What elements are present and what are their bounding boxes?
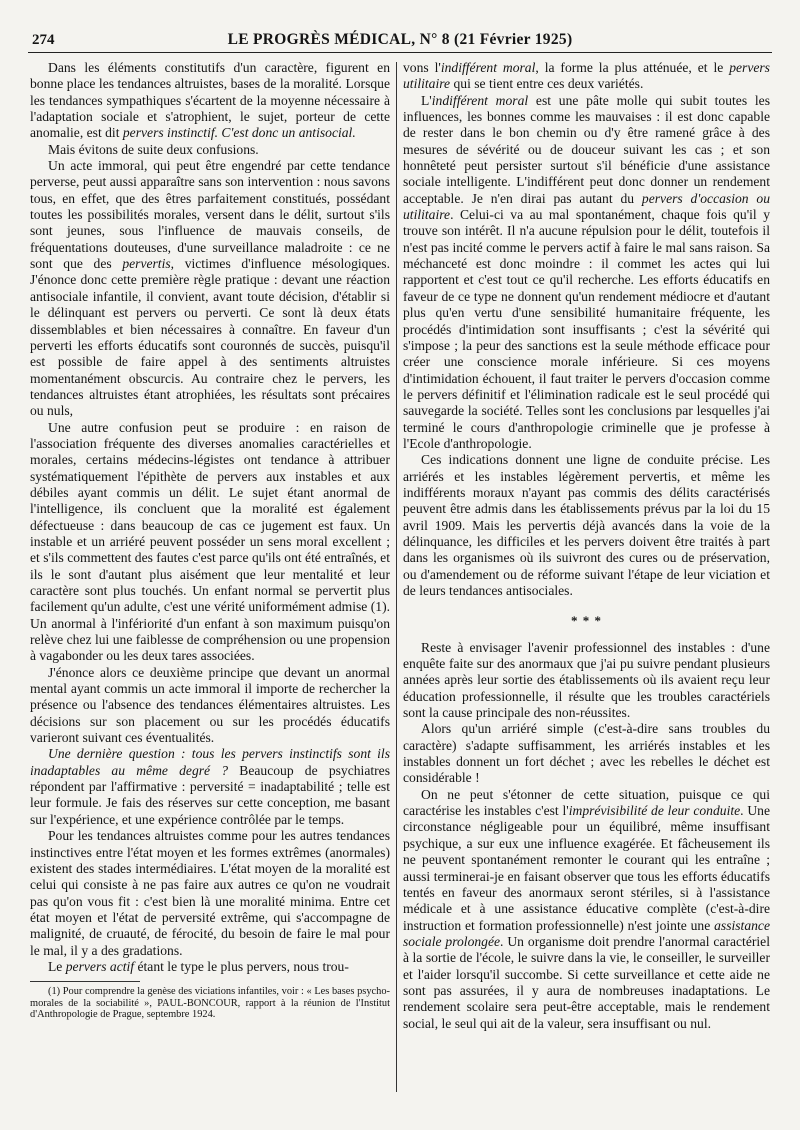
paragraph: Ces indications donnent une ligne de conduite précise. Les arriérés et les instables légèrement pervertis, et même les indifférents moraux n'ayant pas commis des délits caractérisés peuvent être admis dans les établissements prévus par la loi du 15 avril 1909. Mais les pervertis déjà avancés dans la voie de la délinquance, les difficiles et les pervers doivent être traités à part dans les organismes où ils suivront des cures ou de préservation, ou d'amendement ou de réforme suivant l'étape de leur viciation et de leurs tendances antisociales. — [403, 452, 770, 598]
footnote: (1) Pour comprendre la genèse des viciations infantiles, voir : « Les bases psycho-morales de la sociabilité », PAUL-BONCOUR, rapport à la réunion de l'Institut d'Anthropologie de Prague, septembre 1924. — [30, 986, 390, 1021]
column-divider — [396, 62, 397, 1092]
paragraph: Un acte immoral, qui peut être engendré par cette tendance perverse, peut aussi apparaître sans son intervention : nous savons tous, en effet, que des êtres parfaitement constitués, possédant toutes les possibilités morales, versent dans le délit, surtout s'ils sont jeunes, sous l'influence de mauvais conseils, de fréquentations douteuses, d'une surveillance maladroite : ce ne sont que des pervertis, victimes d'influence mésologiques. J'énonce donc cette première règle pratique : devant une réaction antisociale infantile, il convient, avant toute décision, d'établir si le délinquant est pervers ou perverti. Ce sont là deux états dissemblables et bien nécessaires à connaître. En faveur d'un perverti les efforts éducatifs sont couronnés de succès, puisqu'il est possible de faire appel à des sentiments altruistes momentanément obscurcis. Au contraire chez le pervers, les tendances altruistes étant atrophiées, les résultats sont précaires ou nuls, — [30, 158, 390, 419]
paragraph: On ne peut s'étonner de cette situation, puisque ce qui caractérise les instables c'est l'imprévisibilité de leur conduite. Une circonstance négligeable pour un équilibré, même insuffisant psychique, a sur eux une influence exagérée. Et fâcheusement ils ne peuvent spontanément remonter le courant qui les entraîne ; aussi terminerai-je en faisant observer que tous les efforts éducatifs tentés en faveur des anormaux seront stériles, si à l'assistance médicale et à une assistance éducative complète (c'est-à-dire instruction et formation professionnelle) n'est jointe une assistance sociale prolongée. Un organisme doit prendre l'anormal caractériel à la sortie de l'école, le suivre dans la vie, le conseiller, le surveiller et l'aider lorsqu'il succombe. Si cette surveillance et cette aide ne sont pas assurées, il y aura de nombreuses inadaptations. Le rendement scolaire sera peut-être acceptable, mais le rendement social, le seul qui ait de la valeur, sera insuffisant ou nul. — [403, 786, 770, 1031]
paragraph: Une dernière question : tous les pervers instinctifs sont ils inadaptables au même degré ? Beaucoup de psychiatres répondent par l'affirmative : perversité = inadaptabilité ; telle est leur formule. Je fais des réserves sur cette conception, me basant sur l'expérience, et une expérience contrôlée par le temps. — [30, 746, 390, 827]
paragraph: vons l'indifférent moral, la forme la plus atténuée, et le pervers utilitaire qui se tient entre ces deux variétés. — [403, 60, 770, 92]
paragraph: Pour les tendances altruistes comme pour les autres tendances instinctives entre l'état moyen et les formes extrêmes (anormales) existent des stades intermédiaires. L'état moyen de la moralité est celui qui consiste à ne pas faire aux autres ce qu'on ne voudrait pas qu'on vous fit : c'est bien là une moralité minima. Entre cet état moyen et l'état de perversité extrême, qui s'accompagne de malignité, de cruauté, de férocité, du besoin de faire le mal pour le mal, il y a des gradations. — [30, 828, 390, 958]
footnote-rule — [30, 981, 140, 982]
paragraph: J'énonce alors ce deuxième principe que devant un anormal mental ayant commis un acte immoral il importe de rechercher la présence ou l'absence des tendances élémentaires altruistes. Les décisions sur son placement ou sur les procédés éducatifs varieront suivant ces éventualités. — [30, 664, 390, 746]
paragraph: Reste à envisager l'avenir professionnel des instables : d'une enquête faite sur des anormaux que j'ai pu suivre pendant plusieurs années après leur sortie des établissements où ils avaient reçu leur éducation professionnelle, il résulte que les troubles caractériels sont la cause principale des non-réussites. — [403, 639, 770, 721]
left-column — [30, 60, 390, 1021]
paragraph: Une autre confusion peut se produire : en raison de l'association fréquente des diverses anomalies caractérielles et morales, certains médecins-légistes ont tendance à attribuer systématiquement l'épithète de pervers aux instables et aux débiles ayant commis un délit. Le sujet étant anormal de l'intelligence, ils concluent que la moralité est également défectueuse : dans beaucoup de cas ce jugement est faux. Un instable et un arriéré peuvent posséder un sens moral excellent ; et s'ils commettent des fautes c'est parce qu'ils ont été entraînés, et ils le sont d'autant plus aisément que leur mentalité et leur caractère sont plus touchés. Un enfant normal se pervertit plus facilement qu'un adulte, c'est une vérité uniformément admise (1). Un anormal à l'infériorité d'un enfant à son maximum puisqu'on relève chez lui une faiblesse de compréhension ou une propension à vagabonder ou les deux tares associées. — [30, 419, 390, 664]
paragraph: Mais évitons de suite deux confusions. — [48, 141, 259, 157]
page-number: 274 — [32, 32, 55, 48]
running-header — [28, 30, 772, 53]
paragraph: Le pervers actif étant le type le plus pervers, nous trou- — [48, 958, 349, 974]
paragraph: Dans les éléments constitutifs d'un caractère, figurent en bonne place les tendances altruistes, bases de la moralité. Lorsque les tendances sympathiques s'écartent de la moyenne nécessaire à l'adaptation sociale et s'atrophient, le sujet, porteur de cette anomalie, est dit pervers instinctif. C'est donc un antisocial. — [30, 60, 390, 141]
section-separator: * * * — [571, 613, 602, 629]
paragraph: L'indifférent moral est une pâte molle qui subit toutes les influences, les bonnes comme les mauvaises : il est donc capable de rester dans le bon chemin ou d'y être ramené grâce à des mesures de sévérité ou de douceur suivant les cas ; et son honnêteté peut persister surtout s'il bénéficie d'une assistance sociale intelligente. L'indifférent peut donc donner un rendement acceptable. Je n'en dirai pas autant du pervers d'occasion ou utilitaire. Celui-ci va au mal spontanément, chaque fois qu'il y trouve son intérêt. Il n'a aucune répulsion pour le délit, toutefois il n'est pas incité comme le pervers actif à faire le mal sans raison. Sa méchanceté est donc moindre : il commet les actes qui lui rapportent et c'est tout ce qu'il recherche. Les efforts éducatifs en faveur de ce type ne donnent qu'un rendement médiocre et d'autant plus qu'en vertu d'une sensibilité humanitaire fréquente, les procédés d'intimidation sont insuffisants ; c'est la sévérité qui s'impose ; la peur des sanctions est la seule méthode efficace pour créer une conscience morale inférieure. Si ces moyens d'intimidation échouent, il faut traiter le pervers d'occasion comme le pervers définitif et l'élimination radicale est le seul procédé qui sauvegarde la société. Telles sont les conclusions par lesquelles j'ai terminé le cours d'anthropologie criminelle que je professe à l'Ecole d'anthropologie. — [403, 92, 771, 451]
paragraph: Alors qu'un arriéré simple (c'est-à-dire sans troubles du caractère) s'adapte suffisamment, les arriérés instables et les instables donnent un fort déchet ; avec les rebelles le déchet est considérable ! — [403, 721, 770, 786]
journal-title: LE PROGRÈS MÉDICAL, N° 8 (21 Février 1925) — [227, 31, 573, 48]
right-column — [403, 60, 770, 1032]
